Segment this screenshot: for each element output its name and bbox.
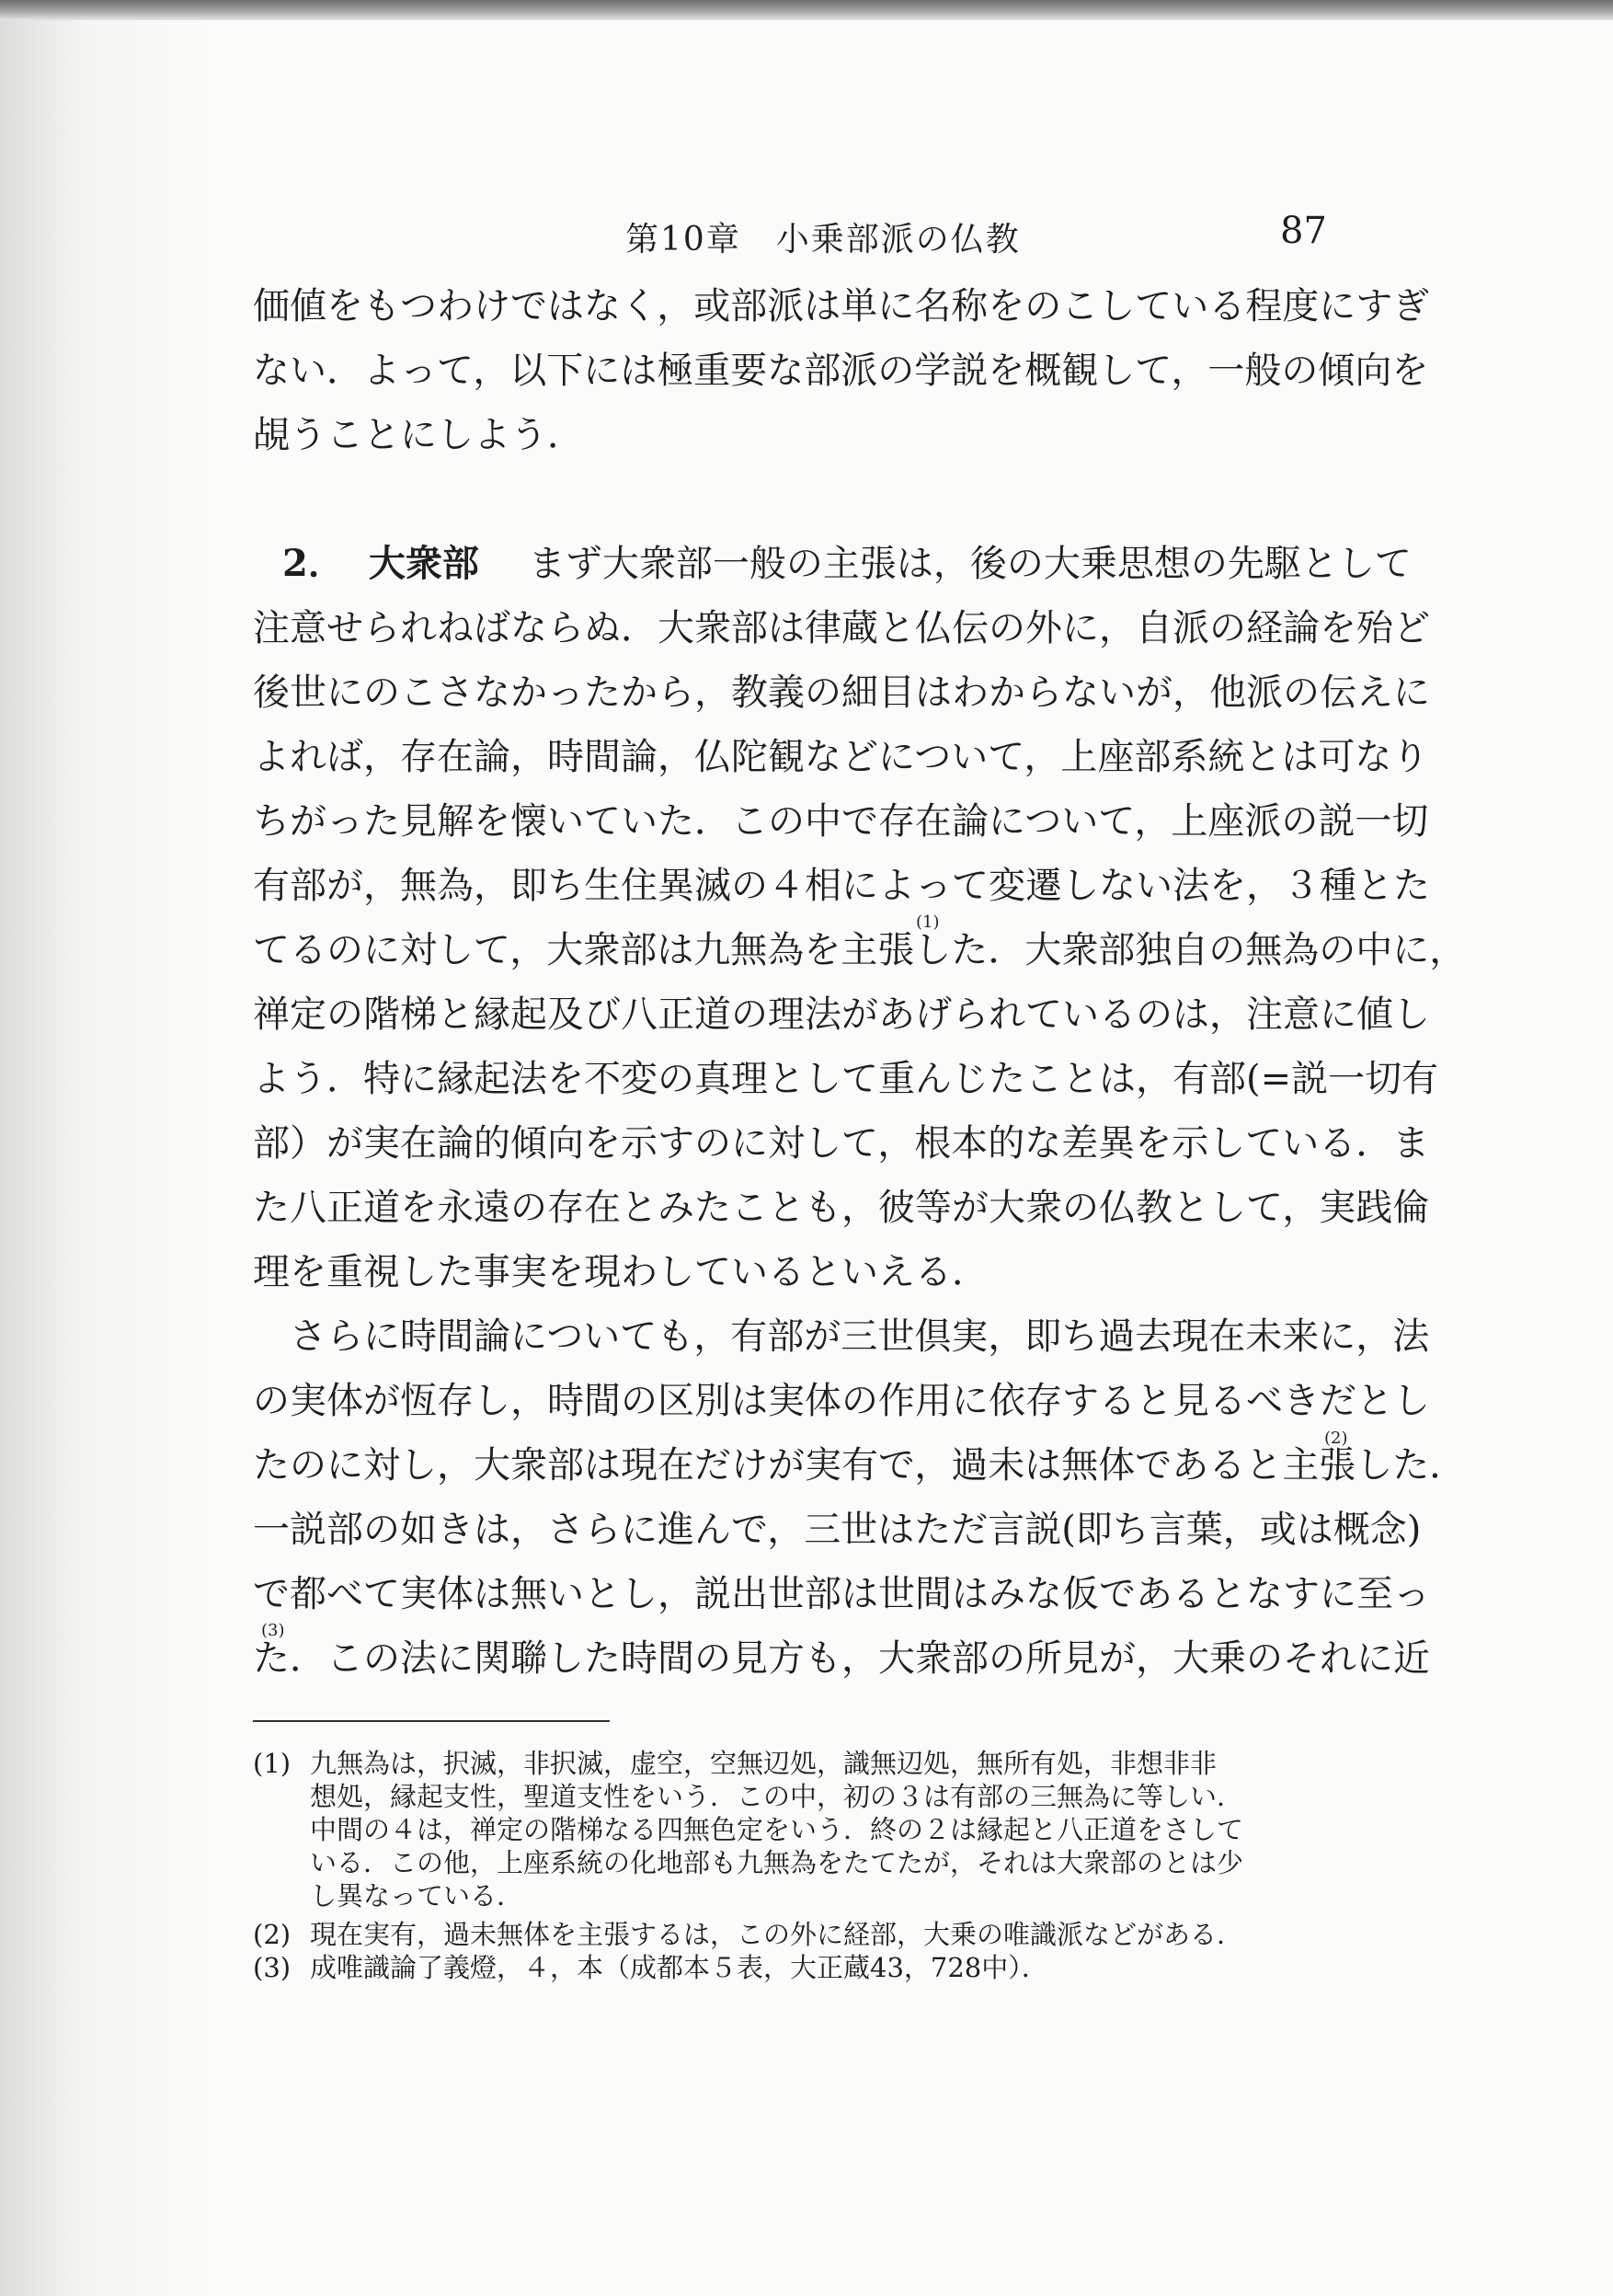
- body-line: 理を重視した事実を現わしているといえる．: [253, 1251, 989, 1293]
- footnote-mark: (3): [253, 1952, 292, 1983]
- body-line: よう．特に縁起法を不変の真理として重んじたことは，有部(=説一切有: [253, 1058, 1439, 1100]
- footnote-mark: (1): [253, 1748, 292, 1779]
- footnote-2: [253, 1919, 1347, 1950]
- body-text: まず大衆部一般の主張は，後の大乗思想の先駆として: [528, 543, 1412, 585]
- body-line: 禅定の階梯と縁起及び八正道の理法があげられているのは，注意に値し: [253, 993, 1430, 1036]
- footnote-rule: [253, 1720, 610, 1722]
- running-head: 第10章 小乗部派の仏教: [625, 221, 1021, 258]
- note-ref-2: (2): [1324, 1429, 1348, 1448]
- body-line: さらに時間論についても，有部が三世倶実，即ち過去現在未来に，法: [290, 1315, 1430, 1358]
- body-line: 後世にのこさなかったから，教義の細目はわからないが，他派の伝えに: [253, 672, 1430, 714]
- body-line: 有部が，無為，即ち生住異滅の４相によって変遷しない法を，３種とた: [253, 865, 1430, 907]
- footnote-3: [253, 1952, 1347, 1983]
- footnote-line: 中間の４は，禅定の階梯なる四無色定をいう．終の２は縁起と八正道をさして: [310, 1814, 1244, 1845]
- footnote-line: 九無為は，択滅，非択滅，虚空，空無辺処，識無辺処，無所有処，非想非非: [310, 1748, 1218, 1779]
- footnote-line: 現在実有，過未無体を主張するは，この外に経部，大乗の唯識派などがある．: [310, 1919, 1244, 1950]
- section-heading-line: [253, 538, 1412, 590]
- body-line: 覘うことにしよう．: [253, 414, 584, 456]
- footnote-line: 想処，縁起支性，聖道支性をいう．この中，初の３は有部の三無為に等しい．: [310, 1781, 1244, 1812]
- body-line: た八正道を永遠の存在とみたことも，彼等が大衆の仏教として，実践倫: [253, 1187, 1430, 1229]
- body-line: よれば，存在論，時間論，仏陀観などについて，上座部系統とは可なり: [253, 736, 1429, 778]
- body-line: 一説部の如きは，さらに進んで，三世はただ言説(即ち言葉，或は概念): [253, 1509, 1422, 1551]
- page-number: 87: [1280, 210, 1327, 252]
- section-title: 大衆部: [368, 542, 479, 585]
- footnote-line: し異なっている．: [310, 1880, 524, 1911]
- body-line: ない．よって，以下には極重要な部派の学説を概観して，一般の傾向を: [253, 350, 1429, 392]
- footnote-line: 成唯識論了義燈，４，本（成都本５表，大正蔵43，728中）．: [310, 1952, 1048, 1983]
- body-line: 部）が実在論的傾向を示すのに対して，根本的な差異を示している．ま: [253, 1122, 1430, 1165]
- scan-left-shadow: [0, 20, 212, 2296]
- body-line: 価値をもつわけではなく，或部派は単に名称をのこしている程度にすぎ: [253, 285, 1430, 327]
- section-number: 2．: [282, 542, 345, 585]
- body-line: で都べて実体は無いとし，説出世部は世間はみな仮であるとなすに至っ: [253, 1573, 1430, 1615]
- body-line: てるのに対して，大衆部は九無為を主張した．大衆部独自の無為の中に，: [253, 929, 1467, 971]
- body-line: た．この法に関聯した時間の見方も，大衆部の所見が，大乗のそれに近: [253, 1637, 1430, 1680]
- footnote-1: [253, 1748, 1347, 1779]
- body-line: ちがった見解を懐いていた．この中で存在論について，上座派の説一切: [253, 800, 1429, 843]
- body-line: の実体が恆存し，時間の区別は実体の作用に依存すると見るべきだとし: [253, 1380, 1430, 1422]
- footnote-mark: (2): [253, 1919, 292, 1950]
- note-ref-1: (1): [916, 913, 940, 932]
- body-line: 注意せられねばならぬ．大衆部は律蔵と仏伝の外に，自派の経論を殆ど: [253, 607, 1430, 649]
- note-ref-3: (3): [261, 1621, 285, 1640]
- body-line: たのに対し，大衆部は現在だけが実有で，過未は無体であると主張した．: [253, 1444, 1467, 1487]
- scan-top-edge: [0, 0, 1613, 20]
- footnote-line: いる．この他，上座系統の化地部も九無為をたてたが，それは大衆部のとは少: [310, 1847, 1244, 1878]
